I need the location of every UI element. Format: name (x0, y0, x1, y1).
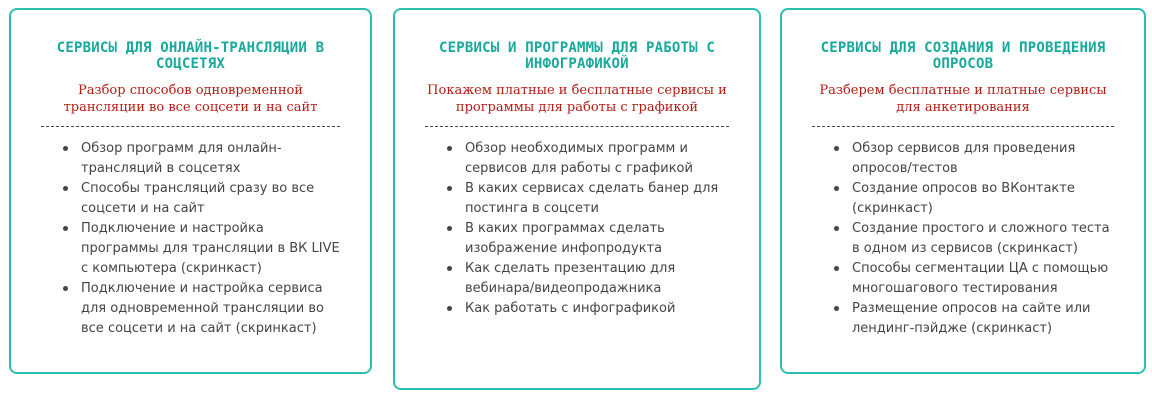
bullet-icon (447, 226, 452, 231)
card-title: СЕРВИСЫ ДЛЯ СОЗДАНИЯ И ПРОВЕДЕНИЯ ОПРОСОВ (820, 40, 1106, 72)
list-item-text: Способы сегментации ЦА с помощью многошагового тестирования (852, 261, 1109, 296)
bullet-icon (63, 186, 68, 191)
card-title: СЕРВИСЫ И ПРОГРАММЫ ДЛЯ РАБОТЫ С ИНФОГРАФИКОЙ (438, 40, 716, 72)
bullet-icon (834, 226, 839, 231)
bullet-icon (447, 306, 452, 311)
list-item (465, 139, 739, 179)
list-item (852, 179, 1124, 219)
bullet-list (415, 139, 739, 319)
list-item (465, 259, 739, 299)
list-item (465, 179, 739, 219)
list-item-text: Создание опросов во ВКонтакте (скринкаст) (852, 181, 1075, 216)
list-item-text: Размещение опросов на сайте или лендинг-пэйдже (скринкаст) (852, 301, 1091, 336)
card-surveys (780, 8, 1146, 374)
list-item-text: Подключение и настройка программы для трансляции в ВК LIVE с компьютера (скринкаст) (81, 221, 340, 276)
list-item (465, 219, 739, 259)
bullet-icon (834, 146, 839, 151)
list-item (81, 139, 350, 179)
list-item (81, 219, 350, 279)
list-item-text: Подключение и настройка сервиса для одновременной трансляции во все соцсети и на сайт (скринкаст) (81, 281, 324, 336)
list-item-text: Как работать с инфографикой (465, 301, 676, 316)
dashed-divider (41, 126, 340, 127)
list-item (852, 299, 1124, 339)
bullet-icon (447, 266, 452, 271)
list-item (81, 179, 350, 219)
card-infographics (393, 8, 761, 390)
bullet-icon (63, 146, 68, 151)
list-item-text: Обзор сервисов для проведения опросов/тестов (852, 141, 1076, 176)
bullet-icon (834, 266, 839, 271)
bullet-icon (834, 186, 839, 191)
list-item-text: Создание простого и сложного теста в одном из сервисов (скринкаст) (852, 221, 1110, 256)
bullet-icon (447, 186, 452, 191)
bullet-icon (63, 286, 68, 291)
card-subtitle: Разберем бесплатные и платные сервисы для анкетирования (819, 83, 1107, 115)
bullet-list (31, 139, 350, 339)
list-item (852, 139, 1124, 179)
list-item-text: Как сделать презентацию для вебинара/видеопродажника (465, 261, 676, 296)
list-item (465, 299, 739, 319)
bullet-icon (447, 146, 452, 151)
card-subtitle: Разбор способов одновременной трансляции во все соцсети и на сайт (63, 83, 318, 115)
list-item-text: В каких сервисах сделать банер для постинга в соцсети (465, 181, 719, 216)
list-item (852, 219, 1124, 259)
card-subtitle: Покажем платные и бесплатные сервисы и программы для работы с графикой (427, 83, 727, 115)
card-title: СЕРВИСЫ ДЛЯ ОНЛАЙН-ТРАНСЛЯЦИИ В СОЦСЕТЯХ (56, 40, 325, 72)
list-item-text: Обзор необходимых программ и сервисов для работы с графикой (465, 141, 693, 176)
list-item-text: В каких программах сделать изображение инфопродукта (465, 221, 665, 256)
dashed-divider (812, 126, 1114, 127)
dashed-divider (425, 126, 729, 127)
bullet-icon (63, 226, 68, 231)
list-item-text: Способы трансляций сразу во все соцсети и на сайт (81, 181, 315, 216)
list-item (81, 279, 350, 339)
card-online-streaming (9, 8, 372, 374)
bullet-icon (834, 306, 839, 311)
list-item-text: Обзор программ для онлайн-трансляций в соцсетях (81, 141, 282, 176)
bullet-list (802, 139, 1124, 339)
list-item (852, 259, 1124, 299)
